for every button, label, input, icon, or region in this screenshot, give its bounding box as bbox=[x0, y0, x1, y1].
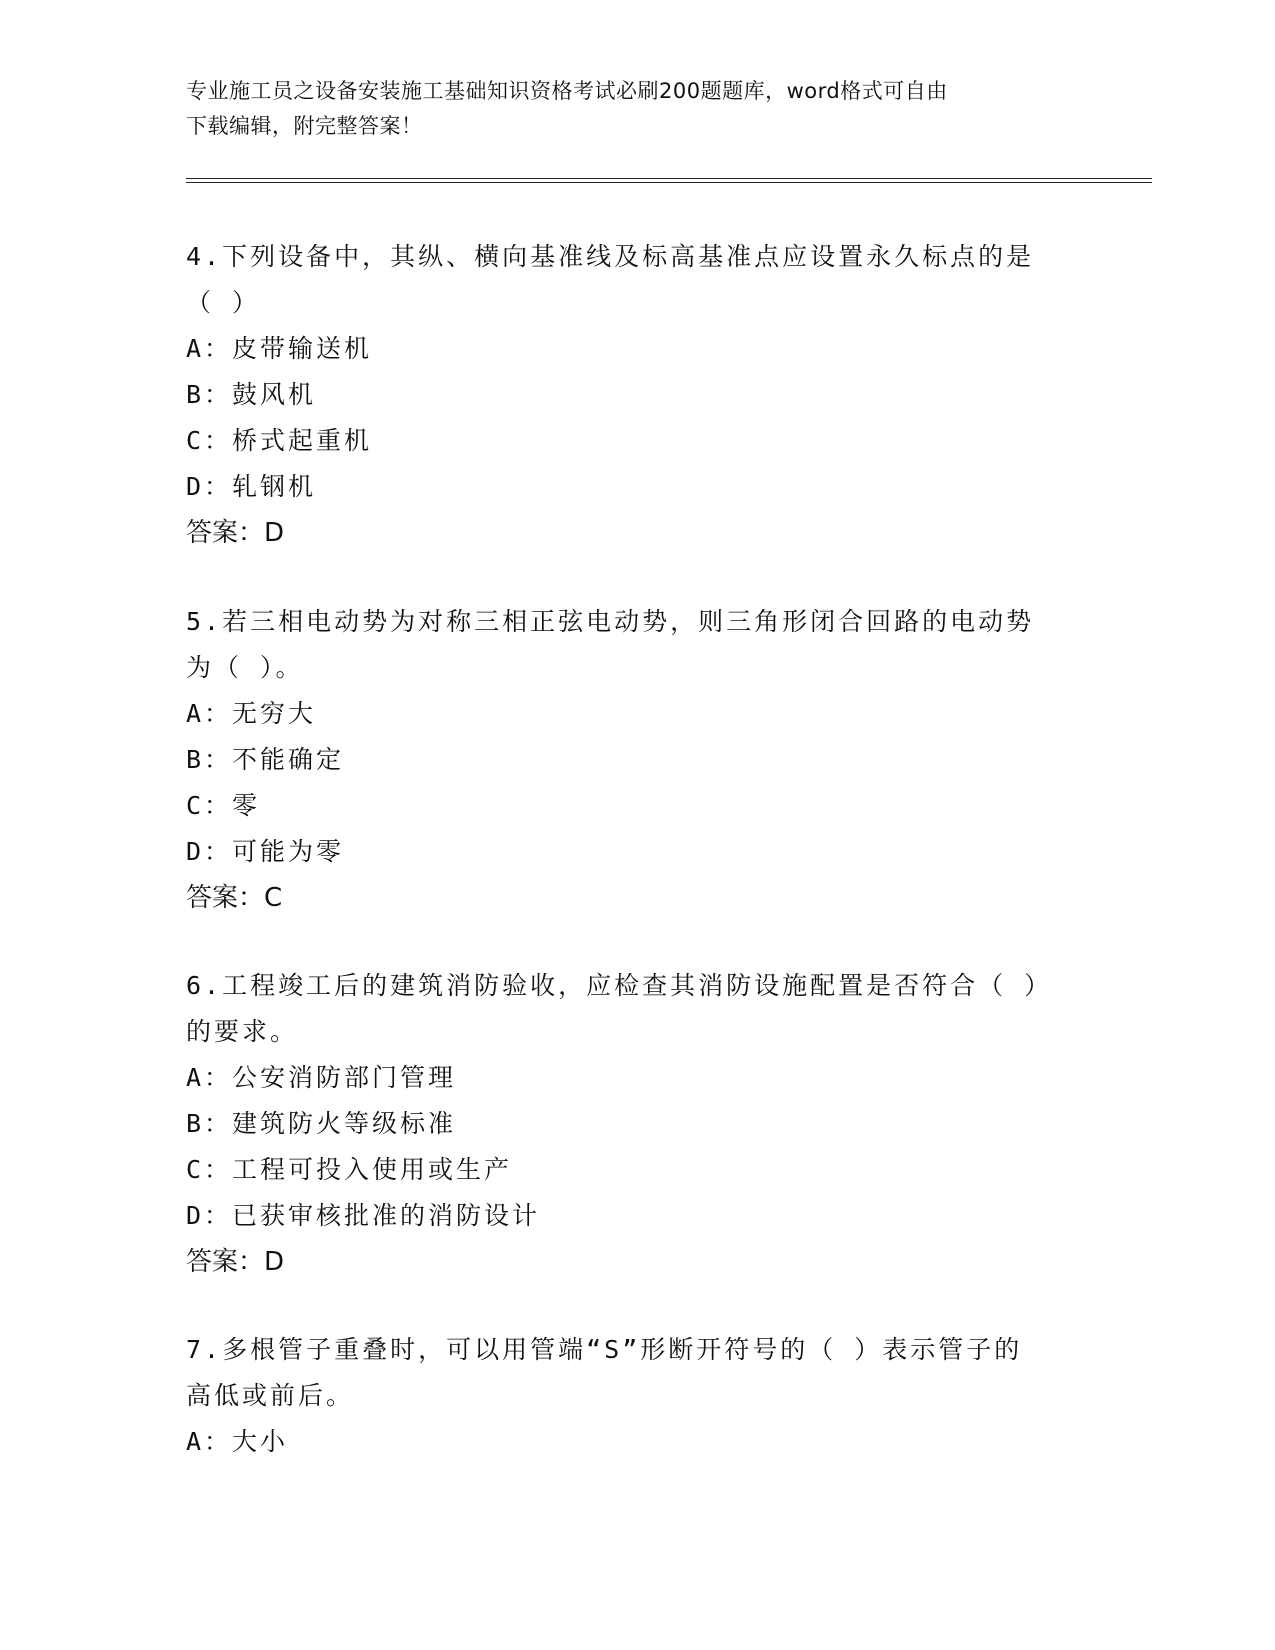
question-5 bbox=[186, 599, 1086, 921]
question-stem-continued: 高低或前后。 bbox=[186, 1381, 355, 1410]
option-a: A：皮带输送机 bbox=[186, 334, 373, 363]
question-stem-continued: 为（ ）。 bbox=[186, 653, 304, 682]
option-c: C：零 bbox=[186, 791, 261, 820]
question-stem-continued: （ ） bbox=[186, 288, 261, 317]
option-d: D：轧钢机 bbox=[186, 472, 317, 501]
question-stem: 4.下列设备中，其纵、横向基准线及标高基准点应设置永久标点的是 bbox=[186, 242, 1035, 271]
question-stem: 5.若三相电动势为对称三相正弦电动势，则三角形闭合回路的电动势 bbox=[186, 607, 1035, 636]
answer-line: 答案：D bbox=[186, 518, 285, 548]
option-c: C：工程可投入使用或生产 bbox=[186, 1155, 513, 1184]
option-d: D：可能为零 bbox=[186, 837, 345, 866]
question-stem: 6.工程竣工后的建筑消防验收，应检查其消防设施配置是否符合（ ） bbox=[186, 971, 1053, 1000]
option-d: D：已获审核批准的消防设计 bbox=[186, 1201, 541, 1230]
header-divider-top bbox=[186, 178, 1152, 179]
option-b: B：鼓风机 bbox=[186, 380, 317, 409]
question-stem-continued: 的要求。 bbox=[186, 1017, 299, 1046]
title-line-2: 下载编辑，附完整答案！ bbox=[186, 114, 423, 138]
answer-line: 答案：C bbox=[186, 883, 283, 913]
option-a: A：大小 bbox=[186, 1427, 289, 1456]
question-6 bbox=[186, 963, 1086, 1285]
answer-line: 答案：D bbox=[186, 1247, 285, 1277]
question-7 bbox=[186, 1327, 1086, 1465]
option-b: B：建筑防火等级标准 bbox=[186, 1109, 457, 1138]
option-c: C：桥式起重机 bbox=[186, 426, 373, 455]
question-4 bbox=[186, 234, 1086, 556]
header-divider-bottom bbox=[186, 182, 1152, 183]
question-stem: 7.多根管子重叠时，可以用管端“S”形断开符号的（ ）表示管子的 bbox=[186, 1335, 1023, 1364]
option-a: A：公安消防部门管理 bbox=[186, 1063, 457, 1092]
document-title bbox=[186, 74, 1086, 144]
title-line-1: 专业施工员之设备安装施工基础知识资格考试必刷200题题库，word格式可自由 bbox=[186, 79, 948, 103]
option-b: B：不能确定 bbox=[186, 745, 345, 774]
option-a: A：无穷大 bbox=[186, 699, 317, 728]
